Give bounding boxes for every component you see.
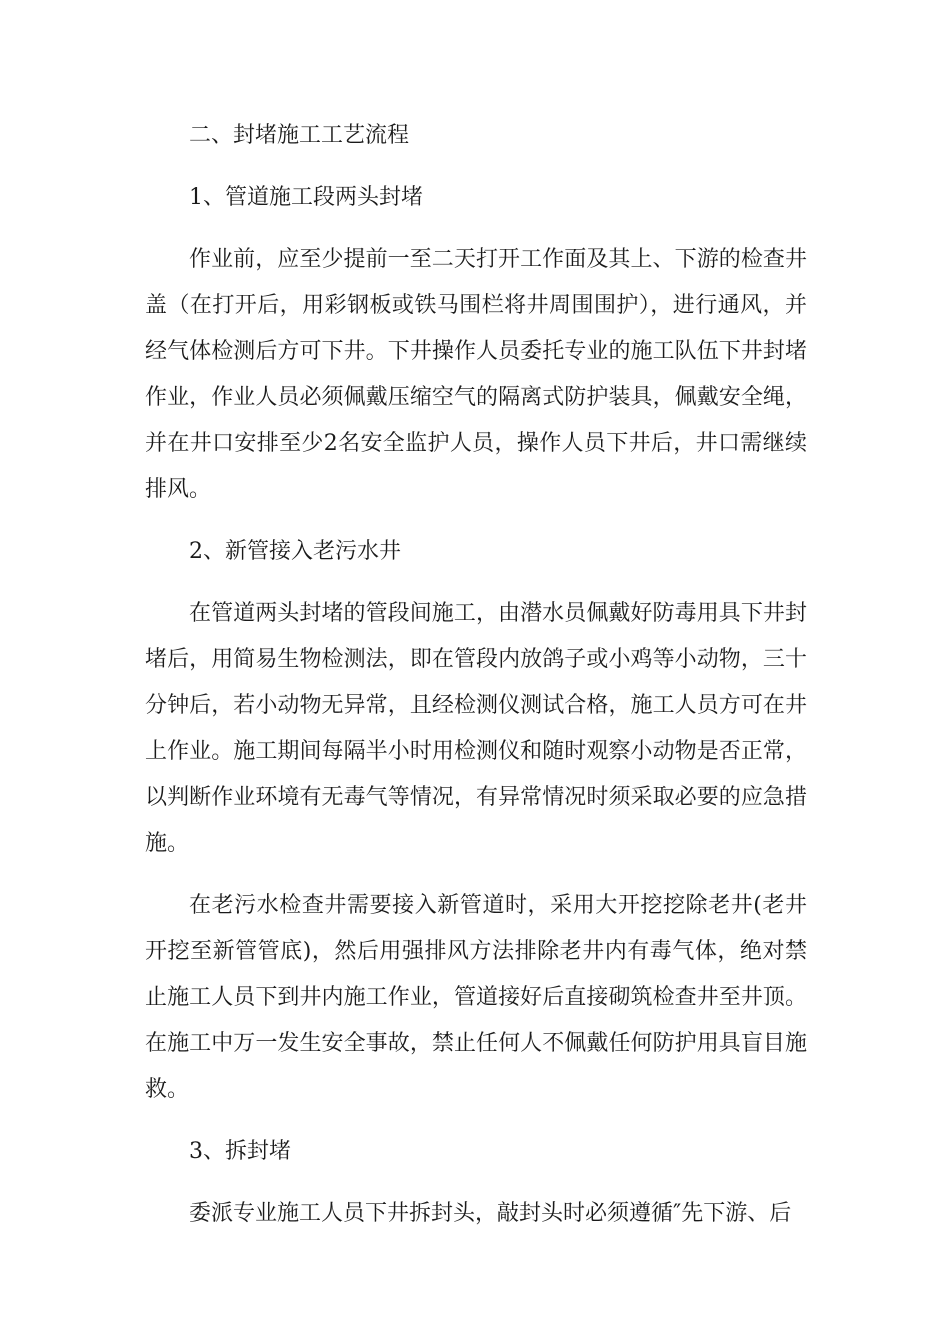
paragraph-1: 作业前，应至少提前一至二天打开工作面及其上、下游的检查井盖（在打开后，用彩钢板或铁马围栏将井周围围护），进行通风，并经气体检测后方可下井。下井操作人员委托专业的施工队伍下井封堵作业，作业人员必须佩戴压缩空气的隔离式防护装具，佩戴安全绳，并在井口安排至少2名安全监护人员，操作人员下井后，井口需继续排风。 — [145, 247, 807, 502]
paragraph-2: 在管道两头封堵的管段间施工，由潜水员佩戴好防毒用具下井封堵后，用简易生物检测法，即在管段内放鸽子或小鸡等小动物，三十分钟后，若小动物无异常，且经检测仪测试合格，施工人员方可在井上作业。施工期间每隔半小时用检测仪和随时观察小动物是否正常，以判断作业环境有无毒气等情况，有异常情况时须采取必要的应急措施。 — [145, 601, 807, 856]
spacer — [145, 221, 807, 237]
spacer — [145, 513, 807, 529]
spacer — [145, 867, 807, 883]
spacer — [145, 1113, 807, 1129]
paragraph-4: 委派专业施工人员下井拆封头，敲封头时必须遵循″先下游、后 — [189, 1201, 792, 1226]
subsection-heading-1: 1、管道施工段两头封堵 — [189, 185, 423, 210]
subsection-heading-2: 2、新管接入老污水井 — [189, 539, 401, 564]
document-body — [145, 113, 807, 1237]
subsection-heading-3: 3、拆封堵 — [189, 1139, 291, 1164]
spacer — [145, 1175, 807, 1191]
section-title: 二、封堵施工工艺流程 — [189, 123, 410, 148]
spacer — [145, 575, 807, 591]
spacer — [145, 159, 807, 175]
paragraph-3: 在老污水检查井需要接入新管道时，采用大开挖挖除老井(老井开挖至新管管底)，然后用强排风方法排除老井内有毒气体，绝对禁止施工人员下到井内施工作业，管道接好后直接砌筑检查井至井顶。在施工中万一发生安全事故，禁止任何人不佩戴任何防护用具盲目施救。 — [145, 893, 807, 1102]
